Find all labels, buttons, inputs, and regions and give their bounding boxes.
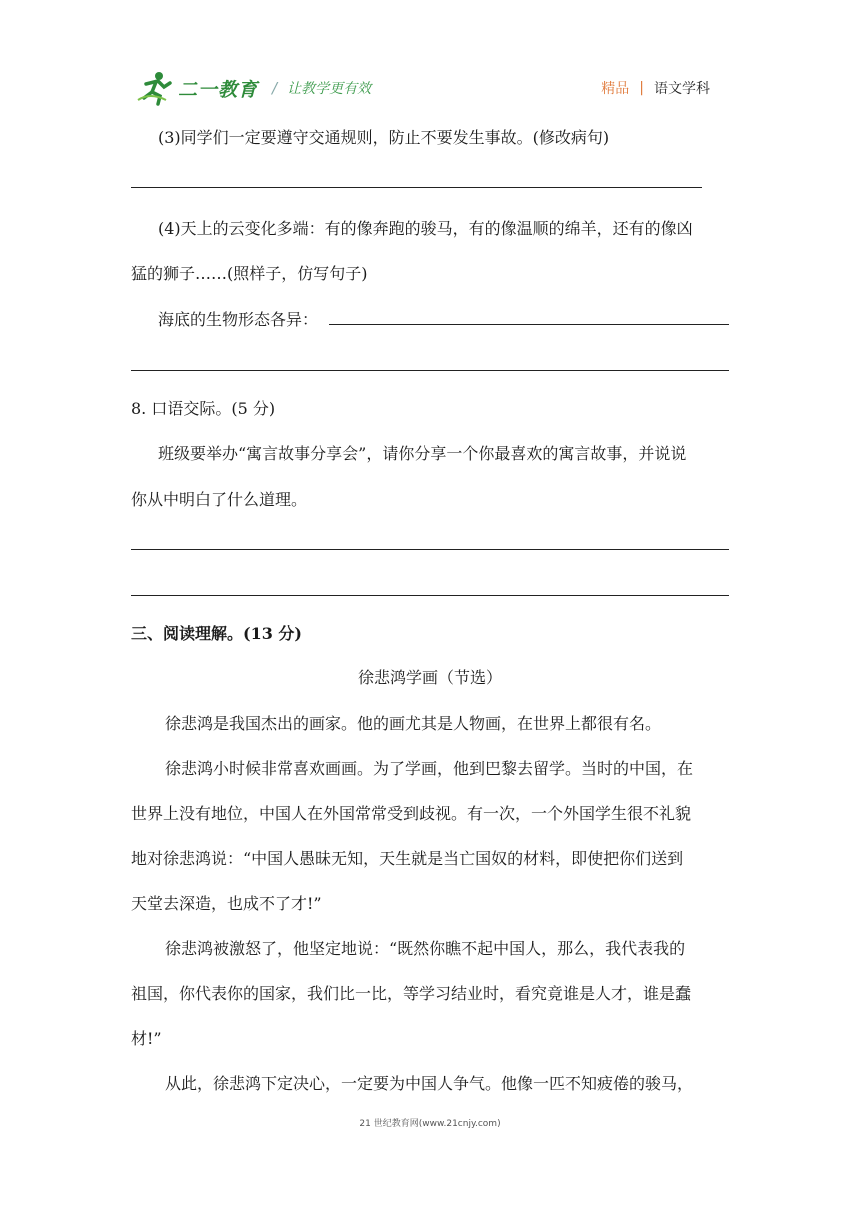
brand-slogan: 让教学更有效 [287,81,372,97]
q8-title: 8. 口语交际。(5 分) [131,399,276,418]
header-subject [601,78,710,98]
q4-answer-line-1[interactable] [329,324,729,325]
paragraph-line: 从此，徐悲鸿下定决心，一定要为中国人争气。他像一匹不知疲倦的骏马， [165,1074,694,1093]
paragraph-line: 天堂去深造，也成不了才!” [131,894,322,913]
section3-heading: 三、阅读理解。(13 分) [131,624,302,643]
paragraph-line: 徐悲鸿是我国杰出的画家。他的画尤其是人物画，在世界上都很有名。 [165,714,662,733]
q8-line1: 班级要举办“寓言故事分享会”，请你分享一个你最喜欢的寓言故事，并说说 [158,444,687,463]
running-man-logo-icon [136,70,176,106]
q4-line2: 猛的狮子……(照样子，仿写句子) [131,264,368,283]
q8-answer-line-2[interactable] [131,595,729,596]
header-separator: | [639,80,644,96]
q4-line1: (4)天上的云变化多端：有的像奔跑的骏马，有的像温顺的绵羊，还有的像凶 [158,219,693,238]
q4-answer-line-2[interactable] [131,370,729,371]
q3-text: (3)同学们一定要遵守交通规则，防止不要发生事故。(修改病句) [158,128,610,147]
header-quality-label: 精品 [601,81,630,97]
paragraph-line: 祖国，你代表你的国家，我们比一比，等学习结业时，看究竟谁是人才，谁是蠢 [131,984,692,1003]
q8-line2: 你从中明白了什么道理。 [131,490,308,509]
article-title: 徐悲鸿学画（节选） [357,668,502,687]
q8-answer-line-1[interactable] [131,549,729,550]
paragraph-line: 地对徐悲鸿说：“中国人愚昧无知，天生就是当亡国奴的材料，即使把你们送到 [131,849,684,868]
q4-prompt: 海底的生物形态各异： [158,310,319,329]
paragraph-line: 徐悲鸿小时候非常喜欢画画。为了学画，他到巴黎去留学。当时的中国，在 [165,759,694,778]
paragraph-line: 世界上没有地位，中国人在外国常常受到歧视。有一次，一个外国学生很不礼貌 [131,804,692,823]
header-logo: 二一教育 / 让教学更有效 [136,70,371,106]
q3-answer-line[interactable] [131,187,702,188]
page-footer: 21 世纪教育网(www.21cnjy.com) [359,1119,501,1129]
paragraph-line: 徐悲鸿被激怒了，他坚定地说：“既然你瞧不起中国人，那么，我代表我的 [165,939,686,958]
paragraph-line: 材!” [131,1029,162,1048]
brand-name: 二一教育 [178,78,259,101]
header-subject-label: 语文学科 [654,81,710,97]
